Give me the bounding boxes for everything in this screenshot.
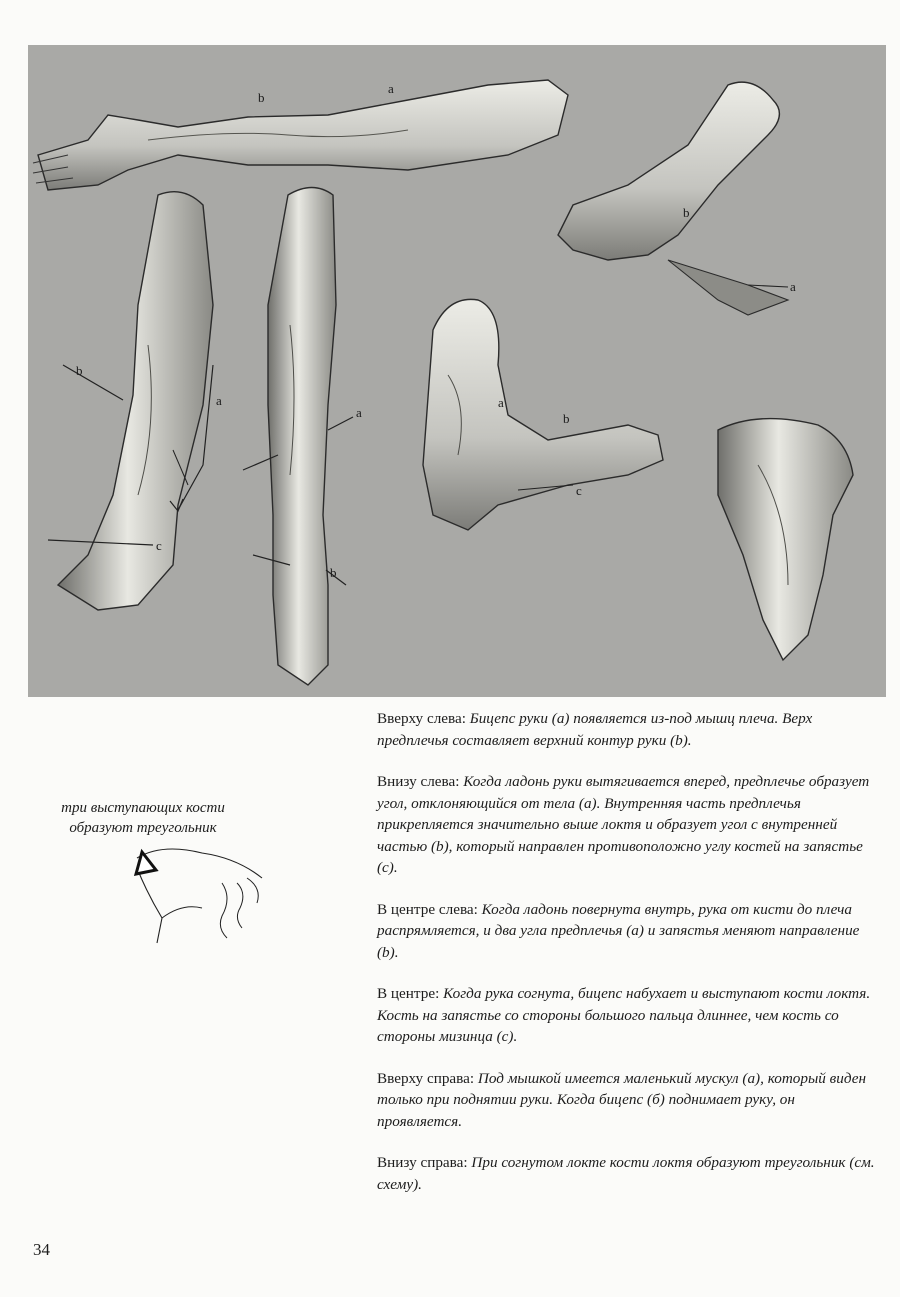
label-c-center-arm: c [576, 483, 582, 498]
caption-top-left: Вверху слева: Бицепс руки (а) появляется из-под мышц плеча. Верх предплечья составляет верхний контур руки (b). [377, 710, 813, 749]
arm-sketches-plate [28, 45, 886, 697]
label-b-center-arm: b [563, 411, 570, 426]
label-a-left-arm: a [216, 393, 222, 408]
caption-bottom-left: Внизу слева: Когда ладонь руки вытягивается вперед, предплечье образует угол, отклоняющийся от тела (а). Внутренняя часть предплечья прикрепляется значительно выше локтя и образует угол с внутренней частью (b), который направлен противоположно углу костей на запястье (с). [377, 773, 870, 876]
label-b-top-arm: b [258, 90, 265, 105]
triangle-marker [136, 852, 156, 874]
elbow-triangle-diagram [122, 838, 272, 953]
arm-sketch-center-left [243, 188, 362, 686]
caption-block [377, 708, 877, 1215]
arm-sketch-bottom-left [48, 192, 222, 610]
caption-center-left: В центре слева: Когда ладонь повернута внутрь, рука от кисти до плеча распрямляется, и два угла предплечья (а) и запястья меняют направление (b). [377, 900, 860, 961]
label-a-top-arm: a [388, 81, 394, 96]
arm-sketch-bottom-right [718, 419, 853, 660]
label-b-left-arm: b [76, 363, 83, 378]
label-a-center-arm: a [498, 395, 504, 410]
label-b-center-left-arm: b [330, 565, 337, 580]
label-b-top-right-arm: b [683, 205, 690, 220]
caption-center: В центре: Когда рука согнута, бицепс набухает и выступают кости локтя. Кость на запястье со стороны большого пальца длиннее, чем кость со стороны мизинца (с). [377, 985, 871, 1045]
arm-sketch-center [423, 299, 663, 530]
arm-sketch-top-right [558, 82, 796, 315]
arm-sketch-top-left [33, 80, 568, 190]
label-a-center-left-arm: a [356, 405, 362, 420]
page-number: 34 [33, 1240, 50, 1259]
caption-top-right: Вверху справа: Под мышкой имеется маленький мускул (а), который виден только при поднятии руки. Когда бицепс (б) поднимает руку, он проявляется. [377, 1069, 866, 1130]
label-a-top-right-arm: a [790, 279, 796, 294]
diagram-label: три выступающих кости образуют треугольник [61, 800, 225, 836]
label-c-left-arm: c [156, 538, 162, 553]
caption-bottom-right: Внизу справа: При согнутом локте кости локтя образуют треугольник (см. схему). [377, 1154, 875, 1193]
